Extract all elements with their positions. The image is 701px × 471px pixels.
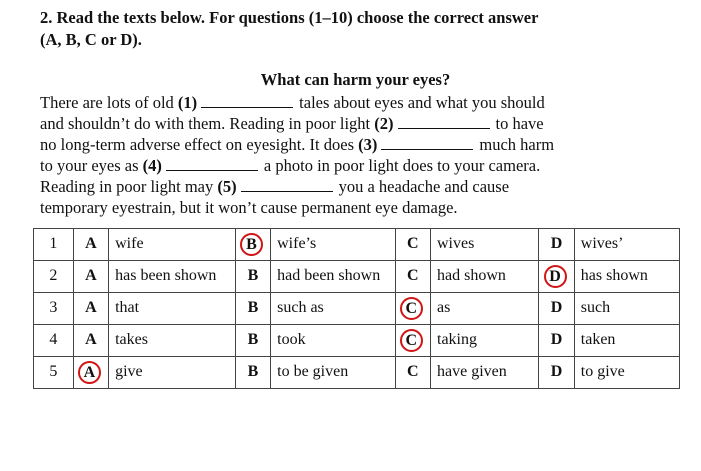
option-letter-a[interactable]: [73, 325, 108, 357]
question-number: 3: [34, 293, 74, 325]
text-segment: There are lots of old: [40, 93, 178, 112]
letter: B: [247, 299, 259, 316]
selected-answer-circle: B: [240, 233, 263, 256]
option-text-b: to be given: [271, 357, 395, 389]
instructions: [40, 7, 680, 51]
option-letter-d[interactable]: [539, 229, 574, 261]
option-letter-b[interactable]: [235, 325, 270, 357]
option-letter-b[interactable]: [235, 261, 270, 293]
option-text-a: takes: [109, 325, 236, 357]
text-segment: temporary eyestrain, but it won’t cause permanent eye damage.: [40, 198, 458, 217]
selected-answer-circle: C: [400, 329, 423, 352]
option-text-d: to give: [574, 357, 679, 389]
answer-blank: [398, 114, 490, 129]
passage-line: [40, 155, 554, 176]
option-letter-c[interactable]: [395, 357, 430, 389]
option-text-a: that: [109, 293, 236, 325]
option-text-d: such: [574, 293, 679, 325]
letter: A: [85, 267, 97, 284]
option-letter-c[interactable]: [395, 293, 430, 325]
text-segment: to have: [495, 114, 544, 133]
letter: D: [550, 299, 563, 316]
answer-blank: [381, 135, 473, 150]
option-letter-b[interactable]: [235, 229, 270, 261]
letter: A: [85, 235, 97, 252]
question-number: 5: [34, 357, 74, 389]
option-text-a: has been shown: [109, 261, 236, 293]
option-text-c: as: [431, 293, 539, 325]
passage-title: What can harm your eyes?: [260, 70, 451, 89]
option-letter-c[interactable]: [395, 261, 430, 293]
question-number: 4: [34, 325, 74, 357]
letter: C: [407, 235, 419, 252]
letter: A: [85, 299, 97, 316]
table-row: [34, 325, 680, 357]
passage-line: [40, 92, 554, 113]
gap-number: (2): [374, 114, 394, 133]
table-row: [34, 229, 680, 261]
answer-blank: [241, 177, 333, 192]
passage-line: [40, 134, 554, 155]
text-segment: you a headache and cause: [338, 177, 510, 196]
gap-number: (3): [358, 135, 378, 154]
letter: B: [247, 267, 259, 284]
option-text-b: had been shown: [271, 261, 395, 293]
option-text-b: wife’s: [271, 229, 395, 261]
letter: C: [407, 363, 419, 380]
option-letter-a[interactable]: [73, 261, 108, 293]
question-number: 1: [34, 229, 74, 261]
option-text-c: had shown: [431, 261, 539, 293]
option-letter-a[interactable]: [73, 293, 108, 325]
option-text-a: give: [109, 357, 236, 389]
option-letter-d[interactable]: [539, 293, 574, 325]
answer-blank: [201, 93, 293, 108]
table-row: [34, 293, 680, 325]
answer-blank: [166, 156, 258, 171]
selected-answer-circle: D: [544, 265, 567, 288]
letter: D: [550, 331, 563, 348]
letter: D: [550, 235, 563, 252]
selected-answer-circle: A: [78, 361, 101, 384]
gap-number: (1): [177, 93, 198, 112]
option-letter-d[interactable]: [539, 325, 574, 357]
letter: D: [550, 363, 563, 380]
text-segment: no long-term adverse effect on eyesight. It does: [40, 135, 359, 154]
option-letter-c[interactable]: [395, 229, 430, 261]
passage-line: [40, 197, 554, 218]
text-segment: much harm: [479, 135, 555, 154]
option-letter-b[interactable]: [235, 293, 270, 325]
option-letter-c[interactable]: [395, 325, 430, 357]
instruction-line-2: (A, B, C or D).: [40, 30, 142, 49]
table-row: [34, 261, 680, 293]
instruction-line-1: 2. Read the texts below. For questions (1–10) choose the correct answer: [40, 8, 539, 27]
option-text-a: wife: [109, 229, 236, 261]
option-letter-b[interactable]: [235, 357, 270, 389]
option-letter-d[interactable]: [539, 261, 574, 293]
gap-number: (5): [217, 177, 237, 196]
option-letter-a[interactable]: [73, 229, 108, 261]
passage-text: [40, 92, 554, 218]
option-text-c: taking: [431, 325, 539, 357]
text-segment: tales about eyes and what you should: [299, 93, 545, 112]
option-text-d: has shown: [574, 261, 679, 293]
options-table: [33, 228, 680, 389]
text-segment: Reading in poor light may: [40, 177, 218, 196]
option-text-d: wives’: [574, 229, 679, 261]
option-text-d: taken: [574, 325, 679, 357]
selected-answer-circle: C: [400, 297, 423, 320]
gap-number: (4): [142, 156, 162, 175]
text-segment: and shouldn’t do with them. Reading in poor light: [40, 114, 375, 133]
letter: B: [247, 331, 259, 348]
option-text-b: took: [271, 325, 395, 357]
passage-line: [40, 176, 554, 197]
letter: C: [407, 267, 419, 284]
passage-line: [40, 113, 554, 134]
text-segment: a photo in poor light does to your camera.: [263, 156, 541, 175]
option-text-b: such as: [271, 293, 395, 325]
option-letter-d[interactable]: [539, 357, 574, 389]
text-segment: to your eyes as: [40, 156, 143, 175]
letter: B: [247, 363, 259, 380]
option-text-c: wives: [431, 229, 539, 261]
table-row: [34, 357, 680, 389]
question-number: 2: [34, 261, 74, 293]
option-letter-a[interactable]: [73, 357, 108, 389]
letter: A: [85, 331, 97, 348]
option-text-c: have given: [431, 357, 539, 389]
